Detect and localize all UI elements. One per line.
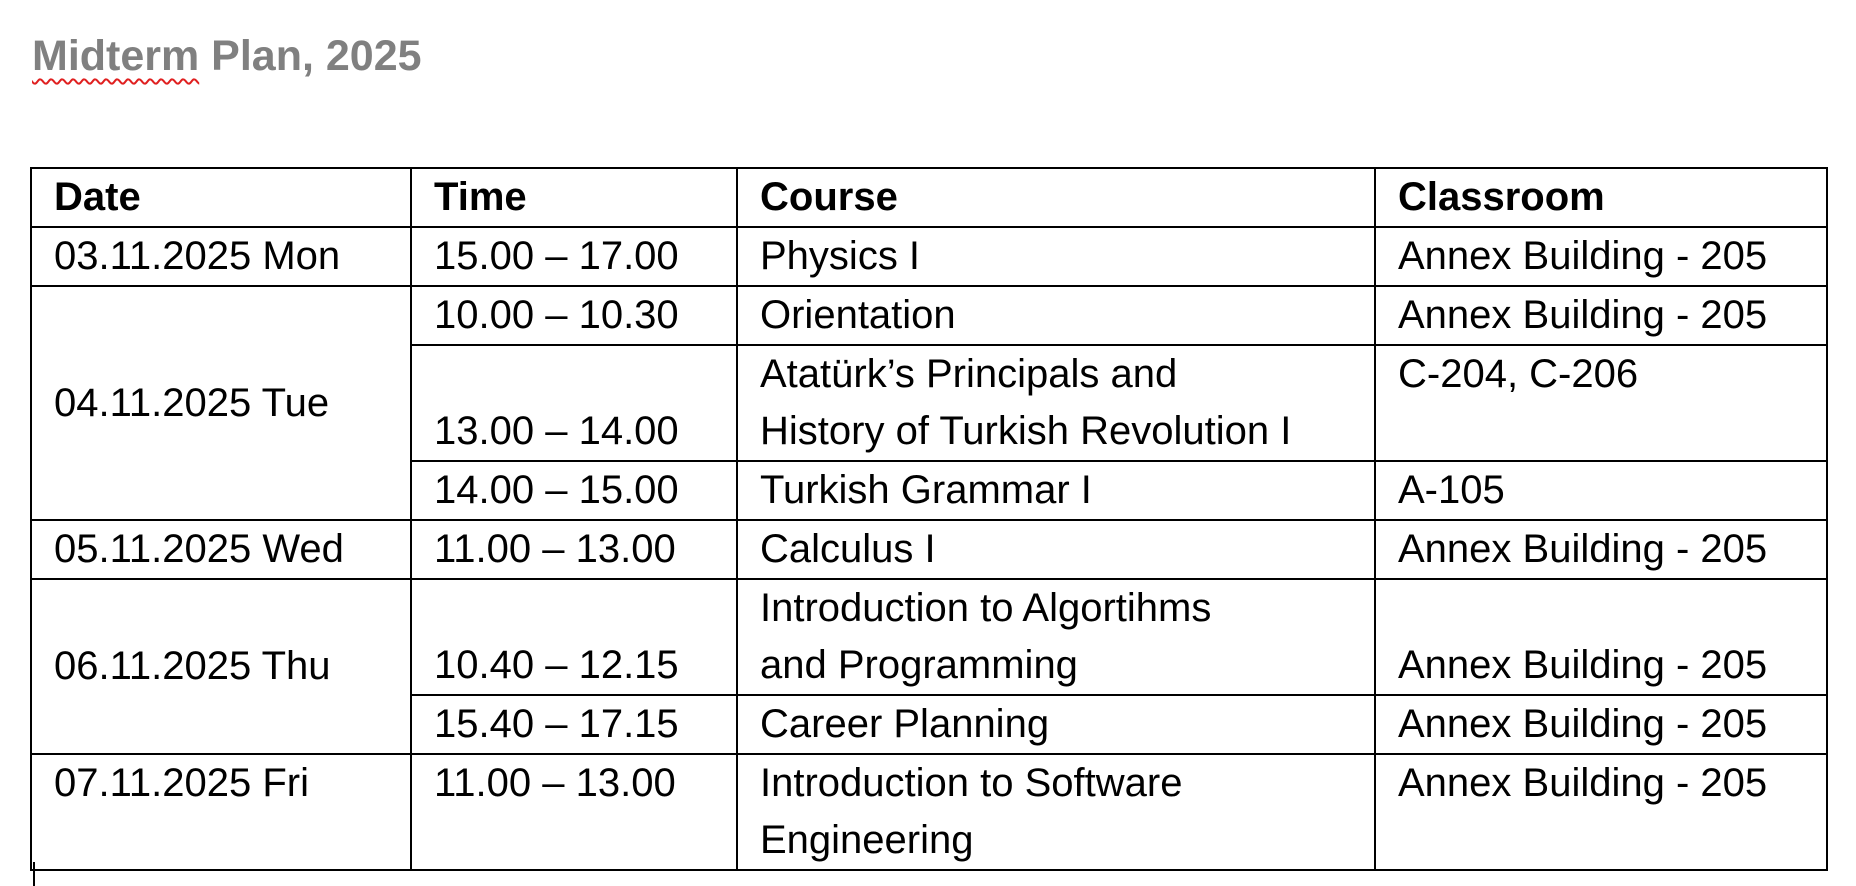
- cell-time: 10.00 – 10.30: [411, 286, 737, 345]
- cell-date: 07.11.2025 Fri: [31, 754, 411, 870]
- cell-course: Career Planning: [737, 695, 1375, 754]
- header-time: Time: [411, 168, 737, 227]
- cell-time: 13.00 – 14.00: [411, 345, 737, 461]
- text-cursor: [33, 862, 35, 886]
- cell-time: 10.40 – 12.15: [411, 579, 737, 695]
- cell-classroom: Annex Building - 205: [1375, 227, 1827, 286]
- cell-classroom: Annex Building - 205: [1375, 754, 1827, 870]
- cell-date: 06.11.2025 Thu: [31, 579, 411, 754]
- cell-date: 05.11.2025 Wed: [31, 520, 411, 579]
- table-row: [31, 286, 1827, 345]
- course-line: Introduction to Software: [760, 761, 1183, 805]
- cell-time: 15.00 – 17.00: [411, 227, 737, 286]
- title-word-midterm: Midterm: [32, 32, 200, 80]
- course-line: History of Turkish Revolution I: [760, 409, 1292, 453]
- cell-classroom: Annex Building - 205: [1375, 579, 1827, 695]
- table-row: [31, 520, 1827, 579]
- cell-time: 15.40 – 17.15: [411, 695, 737, 754]
- cell-course: Physics I: [737, 227, 1375, 286]
- cell-course: [737, 754, 1375, 870]
- course-line: and Programming: [760, 643, 1078, 687]
- table-header-row: [31, 168, 1827, 227]
- course-line: Introduction to Algortihms: [760, 586, 1212, 630]
- cell-classroom: Annex Building - 205: [1375, 286, 1827, 345]
- cell-classroom: Annex Building - 205: [1375, 695, 1827, 754]
- cell-course: Turkish Grammar I: [737, 461, 1375, 520]
- cell-course: [737, 345, 1375, 461]
- table-row: [31, 754, 1827, 870]
- cell-date: 03.11.2025 Mon: [31, 227, 411, 286]
- course-line: Atatürk’s Principals and: [760, 352, 1178, 396]
- midterm-schedule-table: [30, 167, 1828, 871]
- title-rest: Plan, 2025: [199, 32, 422, 80]
- table-row: [31, 227, 1827, 286]
- document-title: [32, 28, 422, 84]
- course-line: Engineering: [760, 818, 974, 862]
- header-date: Date: [31, 168, 411, 227]
- cell-course: [737, 579, 1375, 695]
- cell-classroom: Annex Building - 205: [1375, 520, 1827, 579]
- cell-course: Calculus I: [737, 520, 1375, 579]
- cell-time: 11.00 – 13.00: [411, 520, 737, 579]
- cell-classroom: A-105: [1375, 461, 1827, 520]
- header-classroom: Classroom: [1375, 168, 1827, 227]
- cell-time: 11.00 – 13.00: [411, 754, 737, 870]
- cell-classroom: C-204, C-206: [1375, 345, 1827, 461]
- cell-time: 14.00 – 15.00: [411, 461, 737, 520]
- cell-date: 04.11.2025 Tue: [31, 286, 411, 520]
- cell-course: Orientation: [737, 286, 1375, 345]
- header-course: Course: [737, 168, 1375, 227]
- table-row: [31, 579, 1827, 695]
